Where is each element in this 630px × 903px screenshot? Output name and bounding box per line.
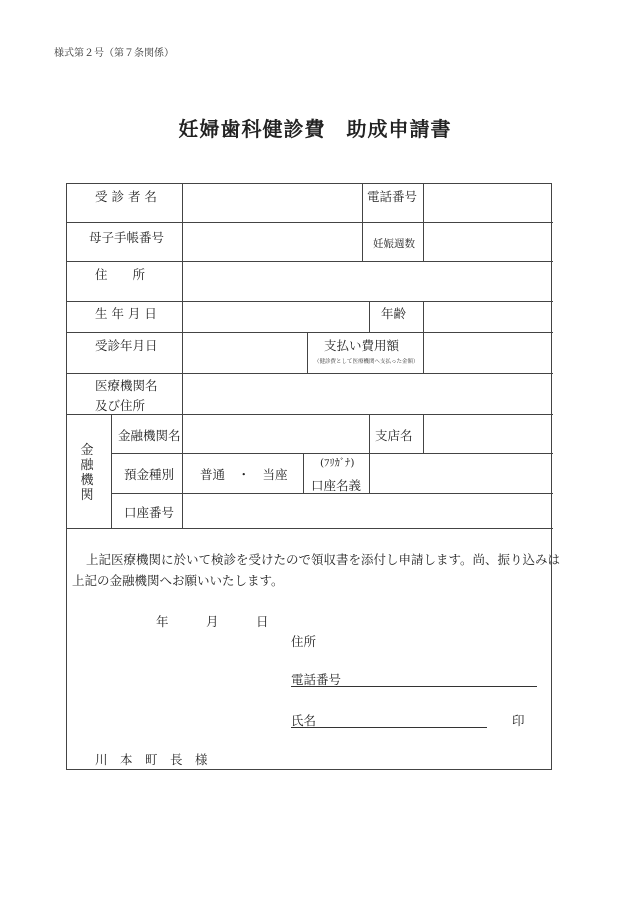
applicant-phone-label: 電話番号	[291, 672, 342, 687]
name-underline	[291, 727, 487, 728]
statement-line-2: 上記の金融機関へお願いいたします。	[72, 573, 284, 588]
bank-name-label: 金融機関名	[118, 428, 181, 443]
addressee: 川 本 町 長 様	[95, 752, 208, 767]
exam-date-label: 受診年月日	[95, 338, 158, 353]
age-label: 年齢	[381, 306, 407, 321]
payment-amount-note: （健診費として医療機関へ支払った金額）	[314, 359, 419, 365]
date-day-label: 日	[256, 614, 269, 629]
maternal-handbook-number-label: 母子手帳番号	[89, 230, 165, 245]
phone-number-label: 電話番号	[367, 189, 418, 204]
date-month-label: 月	[206, 614, 219, 629]
medical-institution-address-label: 及び住所	[95, 398, 146, 413]
medical-institution-label: 医療機関名	[95, 378, 158, 393]
form-number: 様式第２号（第７条関係）	[54, 48, 174, 59]
branch-name-label: 支店名	[375, 428, 413, 443]
payment-amount-label: 支払い費用額	[324, 338, 400, 353]
gestational-weeks-label: 妊娠週数	[373, 238, 415, 250]
birth-date-label: 生 年 月 日	[95, 306, 157, 321]
phone-underline	[291, 686, 537, 687]
deposit-type-options: 普通 ・ 当座	[200, 467, 288, 482]
deposit-type-label: 預金種別	[124, 467, 175, 482]
address-label: 住 所	[95, 267, 146, 282]
date-year-label: 年	[156, 614, 169, 629]
applicant-address-label: 住所	[291, 634, 317, 649]
page-title: 妊婦歯科健診費 助成申請書	[178, 117, 452, 141]
account-number-label: 口座番号	[124, 505, 175, 520]
account-holder-label: 口座名義	[311, 478, 362, 493]
examinee-name-label: 受 診 者 名	[95, 189, 157, 204]
seal-mark: 印	[512, 713, 525, 728]
applicant-name-label: 氏名	[291, 713, 317, 728]
furigana-label: (ﾌﾘｶﾞﾅ)	[320, 457, 355, 469]
statement-line-1: 上記医療機関に於いて検診を受けたので領収書を添付し申請します。尚、振り込みは	[86, 552, 561, 567]
financial-institution-group-label: 金融機関	[80, 443, 94, 503]
